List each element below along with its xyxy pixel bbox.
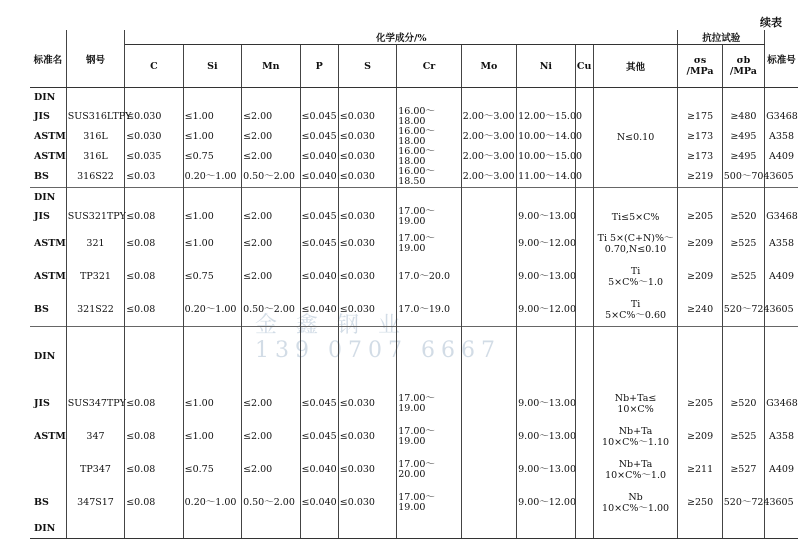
cell-sigma-b: ≥525 xyxy=(722,227,764,260)
cell-cr: 16.00～18.00 xyxy=(397,147,461,167)
cell-grade: 316L xyxy=(66,147,124,167)
cell-grade: TP347 xyxy=(66,453,124,486)
cell-si xyxy=(183,88,241,108)
cell-mn xyxy=(242,88,300,108)
cell-p: ≤0.040 xyxy=(300,293,338,327)
cell-sigma-s: ≥205 xyxy=(678,387,722,420)
cell-c: ≤0.035 xyxy=(125,147,183,167)
cell-sigma-s: ≥240 xyxy=(678,293,722,327)
cell-cu xyxy=(575,260,593,293)
cell-standard: ASTM xyxy=(30,420,66,453)
cell-sigma-b xyxy=(722,519,764,539)
cell-cr: 16.00～18.00 xyxy=(397,107,461,127)
cell-si: 0.20～1.00 xyxy=(183,486,241,519)
cell-grade: SUS316LTPY xyxy=(66,107,124,127)
header-sigma-b: σb /MPa xyxy=(722,45,764,88)
cell-standard: DIN xyxy=(30,327,66,388)
cell-p: ≤0.045 xyxy=(300,207,338,227)
cell-sigma-b: ≥495 xyxy=(722,127,764,147)
cell-grade: 321S22 xyxy=(66,293,124,327)
cell-standard: JIS xyxy=(30,207,66,227)
cell-s xyxy=(338,327,396,388)
cell-p: ≤0.045 xyxy=(300,107,338,127)
cell-cr: 16.00～18.50 xyxy=(397,167,461,188)
cell-mn: ≤2.00 xyxy=(242,453,300,486)
cell-c xyxy=(125,188,183,208)
cell-mo: 2.00～3.00 xyxy=(461,147,516,167)
table-row xyxy=(30,227,798,260)
header-tensile: 抗拉试验 xyxy=(678,30,765,45)
cell-cu xyxy=(575,293,593,327)
cell-other: Nb+Ta 10×C%～1.0 xyxy=(593,453,678,486)
cell-standard-no xyxy=(765,327,798,388)
cell-other: Ti 5×C%～1.0 xyxy=(593,260,678,293)
cell-other: Ti 5×(C+N)%～ 0.70,N≤0.10 xyxy=(593,227,678,260)
cell-mn: ≤2.00 xyxy=(242,207,300,227)
cell-grade xyxy=(66,88,124,108)
cell-ni: 9.00～13.00 xyxy=(517,420,575,453)
cell-ni xyxy=(517,327,575,388)
cell-standard: ASTM xyxy=(30,227,66,260)
table-row xyxy=(30,486,798,519)
table-row xyxy=(30,127,798,147)
cell-standard: ASTM xyxy=(30,147,66,167)
cell-sigma-s xyxy=(678,519,722,539)
cell-sigma-s: ≥209 xyxy=(678,260,722,293)
cell-standard-no: G3468 xyxy=(766,111,798,122)
cell-c: ≤0.08 xyxy=(125,420,183,453)
cell-si: ≤1.00 xyxy=(183,387,241,420)
cell-mo xyxy=(461,387,516,420)
cell-p xyxy=(300,519,338,539)
cell-si: ≤0.75 xyxy=(183,147,241,167)
table-row xyxy=(30,88,798,108)
cell-mo xyxy=(461,88,516,108)
cell-cu xyxy=(575,207,593,227)
cell-p: ≤0.045 xyxy=(300,227,338,260)
cell-p xyxy=(300,188,338,208)
cell-si xyxy=(183,519,241,539)
watermark-text: 金 鑫 钢 业 xyxy=(255,313,406,338)
cell-ni: 9.00～13.00 xyxy=(517,207,575,227)
cell-other xyxy=(593,519,678,539)
cell-other: Nb+Ta≤ 10×C% xyxy=(593,387,678,420)
cell-cr xyxy=(397,188,461,208)
header-element-c: C xyxy=(125,45,183,88)
cell-grade xyxy=(66,327,124,388)
cell-ni: 10.00～15.00 xyxy=(517,147,575,167)
cell-grade: 321 xyxy=(66,227,124,260)
cell-mo xyxy=(461,207,516,227)
cell-grade: 347 xyxy=(66,420,124,453)
cell-sigma-b: ≥480 xyxy=(722,107,764,127)
cell-grade: TP321 xyxy=(66,260,124,293)
table-row xyxy=(30,519,798,539)
cell-sigma-b: ≥520 xyxy=(722,207,764,227)
cell-s: ≤0.030 xyxy=(338,167,396,188)
cell-standard-no: A358 xyxy=(769,430,795,442)
cell-cu xyxy=(575,486,593,519)
header-element-si: Si xyxy=(183,45,241,88)
cell-sigma-s: ≥173 xyxy=(678,127,722,147)
cell-standard: ASTM xyxy=(30,260,66,293)
cell-s: ≤0.030 xyxy=(338,486,396,519)
cell-si: 0.20～1.00 xyxy=(183,293,241,327)
cell-standard: DIN xyxy=(30,519,66,539)
cell-c: ≤0.08 xyxy=(125,260,183,293)
cell-mo xyxy=(461,293,516,327)
cell-standard-no: 3605 xyxy=(769,496,794,508)
cell-si: ≤1.00 xyxy=(183,420,241,453)
cell-mo: 2.00～3.00 xyxy=(461,107,516,127)
cell-grade xyxy=(66,188,124,208)
cell-sigma-s: ≥211 xyxy=(678,453,722,486)
cell-other: N≤0.10 xyxy=(593,127,678,147)
cell-sigma-b: ≥525 xyxy=(722,260,764,293)
cell-mo xyxy=(461,227,516,260)
cell-grade: 316S22 xyxy=(66,167,124,188)
cell-cr xyxy=(397,327,461,388)
cell-standard-no: A409 xyxy=(769,151,795,162)
cell-ni: 9.00～12.00 xyxy=(517,227,575,260)
cell-cu xyxy=(575,188,593,208)
cell-sigma-s: ≥209 xyxy=(678,420,722,453)
cell-cu xyxy=(575,88,593,108)
cell-c: ≤0.08 xyxy=(125,453,183,486)
cell-c: ≤0.08 xyxy=(125,207,183,227)
cell-mn: ≤2.00 xyxy=(242,387,300,420)
cell-p: ≤0.045 xyxy=(300,420,338,453)
cell-sigma-s: ≥175 xyxy=(678,107,722,127)
cell-grade: SUS321TPY xyxy=(66,207,124,227)
cell-cu xyxy=(575,519,593,539)
cell-other xyxy=(593,167,678,188)
cell-cu xyxy=(575,227,593,260)
cell-s xyxy=(338,519,396,539)
cell-sigma-s: ≥173 xyxy=(678,147,722,167)
cell-mo xyxy=(461,453,516,486)
cell-c xyxy=(125,327,183,388)
cell-mn: ≤2.00 xyxy=(242,127,300,147)
cell-p xyxy=(300,88,338,108)
cell-mo xyxy=(461,486,516,519)
cell-si: ≤1.00 xyxy=(183,127,241,147)
cell-other: Ti 5×C%～0.60 xyxy=(593,293,678,327)
cell-grade: SUS347TPY xyxy=(66,387,124,420)
cell-c xyxy=(125,88,183,108)
table-row xyxy=(30,293,798,327)
cell-mn: 0.50～2.00 xyxy=(242,167,300,188)
cell-c: ≤0.08 xyxy=(125,227,183,260)
cell-mo xyxy=(461,188,516,208)
cell-si: ≤1.00 xyxy=(183,107,241,127)
cell-grade: 316L xyxy=(66,127,124,147)
cell-mn: ≤2.00 xyxy=(242,107,300,127)
cell-grade: 347S17 xyxy=(66,486,124,519)
cell-standard-no: G3468 xyxy=(766,397,798,409)
cell-mo: 2.00～3.00 xyxy=(461,127,516,147)
cell-s: ≤0.030 xyxy=(338,227,396,260)
cell-sigma-b: ≥520 xyxy=(722,387,764,420)
cell-cr xyxy=(397,519,461,539)
watermark-phone: 139 0707 6667 xyxy=(255,338,501,363)
cell-s: ≤0.030 xyxy=(338,260,396,293)
header-element-p: P xyxy=(300,45,338,88)
cell-s: ≤0.030 xyxy=(338,147,396,167)
cell-s: ≤0.030 xyxy=(338,387,396,420)
table-row xyxy=(30,420,798,453)
cell-standard-no: G3468 xyxy=(766,211,798,222)
cell-cr: 17.0～20.0 xyxy=(397,260,461,293)
header-standard: 标准名 xyxy=(30,30,66,88)
cell-s: ≤0.030 xyxy=(338,127,396,147)
cell-cr: 17.00～19.00 xyxy=(397,420,461,453)
cell-s: ≤0.030 xyxy=(338,453,396,486)
cell-s xyxy=(338,188,396,208)
cell-sigma-s: ≥250 xyxy=(678,486,722,519)
table-row xyxy=(30,387,798,420)
cell-mo xyxy=(461,519,516,539)
cell-standard-no: A409 xyxy=(769,463,795,475)
cell-other xyxy=(593,88,678,108)
cell-sigma-s: ≥209 xyxy=(678,227,722,260)
cell-p: ≤0.040 xyxy=(300,486,338,519)
cell-standard: BS xyxy=(30,167,66,188)
cell-sigma-s xyxy=(678,327,722,388)
cell-mn xyxy=(242,188,300,208)
cell-mo xyxy=(461,327,516,388)
cell-standard xyxy=(30,453,66,486)
cell-sigma-b xyxy=(722,88,764,108)
cell-cr: 16.00～18.00 xyxy=(397,127,461,147)
header-element-mn: Mn xyxy=(242,45,300,88)
cell-cu xyxy=(575,387,593,420)
header-element-mo: Mo xyxy=(461,45,516,88)
cell-ni: 9.00～13.00 xyxy=(517,387,575,420)
cell-other xyxy=(593,327,678,388)
cell-sigma-b xyxy=(722,188,764,208)
cell-s: ≤0.030 xyxy=(338,107,396,127)
cell-ni xyxy=(517,519,575,539)
cell-mo: 2.00～3.00 xyxy=(461,167,516,188)
cell-cu xyxy=(575,327,593,388)
cell-cr: 17.00～19.00 xyxy=(397,207,461,227)
table-row xyxy=(30,327,798,388)
table-row xyxy=(30,147,798,167)
cell-si: ≤0.75 xyxy=(183,260,241,293)
cell-standard: JIS xyxy=(30,107,66,127)
continued-label: 续表 xyxy=(760,16,782,29)
cell-si: ≤0.75 xyxy=(183,453,241,486)
cell-s: ≤0.030 xyxy=(338,420,396,453)
cell-si xyxy=(183,188,241,208)
cell-s: ≤0.030 xyxy=(338,207,396,227)
header-element-s: S xyxy=(338,45,396,88)
cell-cu xyxy=(575,420,593,453)
cell-mo xyxy=(461,260,516,293)
cell-c: ≤0.03 xyxy=(125,167,183,188)
cell-sigma-b: ≥525 xyxy=(722,420,764,453)
cell-sigma-s xyxy=(678,188,722,208)
cell-ni xyxy=(517,188,575,208)
cell-sigma-s: ≥219 xyxy=(678,167,722,188)
cell-mn xyxy=(242,327,300,388)
cell-standard-no: A409 xyxy=(769,270,795,282)
cell-standard-no: A358 xyxy=(769,237,795,249)
cell-sigma-b: ≥495 xyxy=(722,147,764,167)
cell-mn: ≤2.00 xyxy=(242,420,300,453)
cell-mn: ≤2.00 xyxy=(242,147,300,167)
cell-other: Nb+Ta 10×C%～1.10 xyxy=(593,420,678,453)
cell-standard-no: 3605 xyxy=(769,303,794,315)
cell-ni: 10.00～14.00 xyxy=(517,127,575,147)
cell-sigma-b: 520～724 xyxy=(722,293,764,327)
table-row xyxy=(30,453,798,486)
cell-other: Ti≤5×C% xyxy=(593,207,678,227)
cell-standard: JIS xyxy=(30,387,66,420)
cell-standard: DIN xyxy=(30,88,66,108)
cell-ni: 9.00～12.00 xyxy=(517,293,575,327)
steel-standards-table xyxy=(30,30,798,539)
cell-ni: 11.00～14.00 xyxy=(517,167,575,188)
cell-sigma-b: 520～724 xyxy=(722,486,764,519)
cell-p: ≤0.040 xyxy=(300,147,338,167)
table-row xyxy=(30,260,798,293)
cell-p: ≤0.040 xyxy=(300,453,338,486)
header-sigma-s: σs /MPa xyxy=(678,45,722,88)
cell-standard: DIN xyxy=(30,188,66,208)
cell-other xyxy=(593,188,678,208)
cell-p: ≤0.045 xyxy=(300,387,338,420)
cell-cr: 17.0～19.0 xyxy=(397,293,461,327)
header-element-other: 其他 xyxy=(593,45,678,88)
cell-mn: ≤2.00 xyxy=(242,260,300,293)
cell-standard-no xyxy=(765,188,798,208)
cell-si: ≤1.00 xyxy=(183,207,241,227)
cell-ni: 9.00～13.00 xyxy=(517,260,575,293)
cell-sigma-b: 500～704 xyxy=(722,167,764,188)
cell-c xyxy=(125,519,183,539)
cell-c: ≤0.030 xyxy=(125,127,183,147)
table-row xyxy=(30,107,798,127)
cell-p: ≤0.040 xyxy=(300,167,338,188)
cell-grade xyxy=(66,519,124,539)
cell-sigma-b xyxy=(722,327,764,388)
cell-cr: 17.00～19.00 xyxy=(397,227,461,260)
table-row xyxy=(30,167,798,188)
cell-c: ≤0.030 xyxy=(125,107,183,127)
cell-ni: 9.00～13.00 xyxy=(517,453,575,486)
cell-p: ≤0.040 xyxy=(300,260,338,293)
cell-standard-no: 3605 xyxy=(769,171,794,182)
header-standard-no: 标准号 xyxy=(765,30,798,88)
table-body xyxy=(30,88,798,539)
table-row xyxy=(30,188,798,208)
cell-ni: 12.00～15.00 xyxy=(517,107,575,127)
cell-standard-no xyxy=(765,519,798,539)
cell-s: ≤0.030 xyxy=(338,293,396,327)
cell-standard-no: A358 xyxy=(769,131,795,142)
cell-standard: ASTM xyxy=(30,127,66,147)
cell-mo xyxy=(461,420,516,453)
cell-s xyxy=(338,88,396,108)
cell-mn: ≤2.00 xyxy=(242,227,300,260)
cell-cr: 17.00～19.00 xyxy=(397,486,461,519)
cell-standard: BS xyxy=(30,486,66,519)
cell-c: ≤0.08 xyxy=(125,387,183,420)
cell-cr: 17.00～19.00 xyxy=(397,387,461,420)
table-row xyxy=(30,207,798,227)
cell-c: ≤0.08 xyxy=(125,486,183,519)
header-composition: 化学成分/% xyxy=(125,30,678,45)
cell-sigma-s xyxy=(678,88,722,108)
cell-si: ≤1.00 xyxy=(183,227,241,260)
cell-p xyxy=(300,327,338,388)
cell-mn xyxy=(242,519,300,539)
cell-other: Nb 10×C%～1.00 xyxy=(593,486,678,519)
cell-other xyxy=(593,147,678,167)
cell-cu xyxy=(575,453,593,486)
cell-standard: BS xyxy=(30,293,66,327)
cell-cr: 17.00～20.00 xyxy=(397,453,461,486)
cell-si: 0.20～1.00 xyxy=(183,167,241,188)
cell-si xyxy=(183,327,241,388)
cell-p: ≤0.045 xyxy=(300,127,338,147)
cell-mn: 0.50～2.00 xyxy=(242,293,300,327)
header-element-cu: Cu xyxy=(575,45,593,88)
cell-ni xyxy=(517,88,575,108)
cell-c: ≤0.08 xyxy=(125,293,183,327)
cell-sigma-b: ≥527 xyxy=(722,453,764,486)
header-grade: 钢号 xyxy=(66,30,124,88)
cell-cr xyxy=(397,88,461,108)
cell-ni: 9.00～12.00 xyxy=(517,486,575,519)
cell-mn: 0.50～2.00 xyxy=(242,486,300,519)
header-element-cr: Cr xyxy=(397,45,461,88)
header-element-ni: Ni xyxy=(517,45,575,88)
cell-standard-no xyxy=(765,88,798,108)
cell-other xyxy=(593,107,678,127)
cell-sigma-s: ≥205 xyxy=(678,207,722,227)
